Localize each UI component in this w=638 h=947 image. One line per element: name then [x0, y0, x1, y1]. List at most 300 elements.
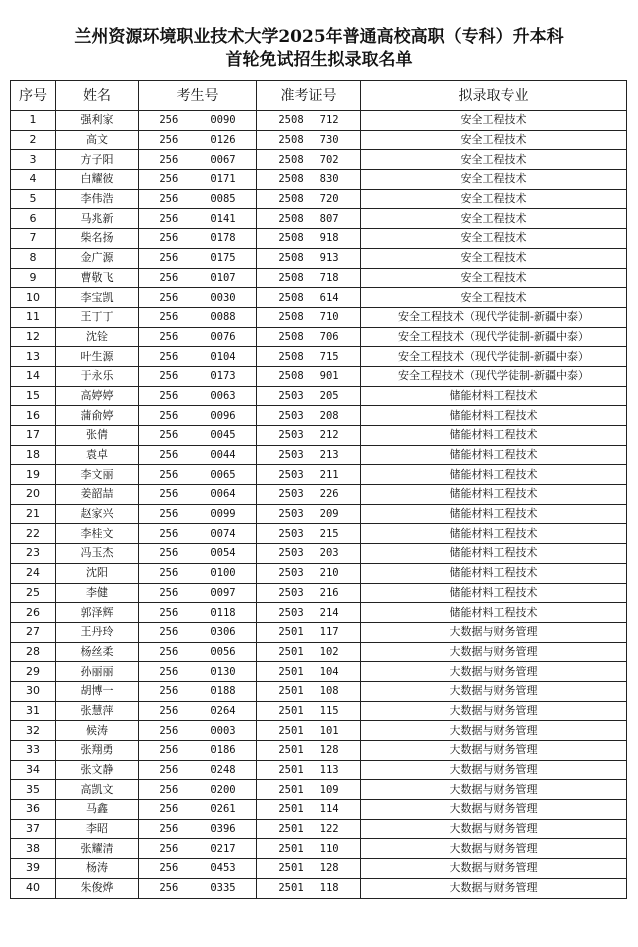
zhunkao-cell: [257, 229, 361, 249]
name-cell: 候涛: [56, 721, 139, 741]
zhunkao-prefix: 2501: [278, 764, 304, 777]
seq-cell: 11: [11, 307, 56, 327]
major-cell: 大数据与财务管理: [361, 839, 627, 859]
name-cell: 李健: [56, 583, 139, 603]
zhunkao-suffix: 730: [319, 134, 339, 147]
table-row: [11, 603, 627, 623]
kaosheng-cell: [139, 347, 257, 367]
kaosheng-cell: [139, 150, 257, 170]
kaosheng-suffix: 0003: [210, 724, 236, 737]
zhunkao-suffix: 122: [319, 823, 339, 836]
kaosheng-suffix: 0097: [210, 586, 236, 599]
table-row: [11, 386, 627, 406]
table-row: [11, 347, 627, 367]
kaosheng-cell: [139, 327, 257, 347]
major-cell: 储能材料工程技术: [361, 603, 627, 623]
zhunkao-suffix: 913: [319, 252, 339, 265]
zhunkao-prefix: 2503: [278, 488, 304, 501]
seq-cell: 35: [11, 780, 56, 800]
zhunkao-prefix: 2508: [278, 212, 304, 225]
name-cell: 张文静: [56, 760, 139, 780]
seq-cell: 17: [11, 426, 56, 446]
kaosheng-prefix: 256: [159, 764, 179, 777]
kaosheng-suffix: 0099: [210, 508, 236, 521]
major-cell: 安全工程技术（现代学徒制-新疆中泰）: [361, 327, 627, 347]
major-cell: 安全工程技术: [361, 288, 627, 308]
kaosheng-cell: [139, 485, 257, 505]
seq-cell: 20: [11, 485, 56, 505]
kaosheng-prefix: 256: [159, 685, 179, 698]
kaosheng-cell: [139, 248, 257, 268]
name-cell: 于永乐: [56, 366, 139, 386]
name-cell: 李伟浩: [56, 189, 139, 209]
kaosheng-suffix: 0141: [210, 212, 236, 225]
major-cell: 储能材料工程技术: [361, 406, 627, 426]
zhunkao-cell: [257, 701, 361, 721]
name-cell: 白耀彼: [56, 170, 139, 190]
kaosheng-prefix: 256: [159, 350, 179, 363]
major-cell: 储能材料工程技术: [361, 563, 627, 583]
zhunkao-suffix: 718: [319, 271, 339, 284]
zhunkao-prefix: 2501: [278, 665, 304, 678]
zhunkao-cell: [257, 288, 361, 308]
kaosheng-cell: [139, 859, 257, 879]
name-cell: 王丹玲: [56, 622, 139, 642]
table-row: [11, 622, 627, 642]
zhunkao-cell: [257, 563, 361, 583]
kaosheng-suffix: 0067: [210, 153, 236, 166]
kaosheng-prefix: 256: [159, 311, 179, 324]
kaosheng-prefix: 256: [159, 842, 179, 855]
document-title: 兰州资源环境职业技术大学2025年普通高校高职（专科）升本科: [74, 27, 564, 47]
kaosheng-cell: [139, 307, 257, 327]
header-kaosheng: 考生号: [139, 81, 257, 111]
kaosheng-cell: [139, 780, 257, 800]
table-row: [11, 445, 627, 465]
zhunkao-cell: [257, 386, 361, 406]
kaosheng-cell: [139, 130, 257, 150]
kaosheng-suffix: 0107: [210, 271, 236, 284]
table-row: [11, 366, 627, 386]
zhunkao-cell: [257, 780, 361, 800]
zhunkao-cell: [257, 366, 361, 386]
name-cell: 蒲俞婷: [56, 406, 139, 426]
kaosheng-suffix: 0076: [210, 330, 236, 343]
kaosheng-prefix: 256: [159, 429, 179, 442]
zhunkao-cell: [257, 406, 361, 426]
kaosheng-suffix: 0335: [210, 882, 236, 895]
seq-cell: 15: [11, 386, 56, 406]
seq-cell: 23: [11, 544, 56, 564]
kaosheng-prefix: 256: [159, 803, 179, 816]
major-cell: 安全工程技术: [361, 170, 627, 190]
name-cell: 李桂文: [56, 524, 139, 544]
table-row: [11, 681, 627, 701]
zhunkao-prefix: 2503: [278, 547, 304, 560]
seq-cell: 29: [11, 662, 56, 682]
zhunkao-prefix: 2503: [278, 586, 304, 599]
major-cell: 储能材料工程技术: [361, 504, 627, 524]
seq-cell: 4: [11, 170, 56, 190]
header-major: 拟录取专业: [361, 81, 627, 111]
zhunkao-cell: [257, 878, 361, 898]
zhunkao-suffix: 210: [319, 567, 339, 580]
zhunkao-suffix: 712: [319, 114, 339, 127]
zhunkao-suffix: 113: [319, 764, 339, 777]
zhunkao-suffix: 118: [319, 882, 339, 895]
table-row: [11, 189, 627, 209]
zhunkao-suffix: 209: [319, 508, 339, 521]
zhunkao-prefix: 2503: [278, 409, 304, 422]
kaosheng-prefix: 256: [159, 271, 179, 284]
table-row: [11, 524, 627, 544]
zhunkao-suffix: 710: [319, 311, 339, 324]
kaosheng-suffix: 0104: [210, 350, 236, 363]
kaosheng-cell: [139, 504, 257, 524]
kaosheng-prefix: 256: [159, 882, 179, 895]
kaosheng-suffix: 0217: [210, 842, 236, 855]
kaosheng-cell: [139, 819, 257, 839]
major-cell: 安全工程技术: [361, 209, 627, 229]
name-cell: 郭泽辉: [56, 603, 139, 623]
zhunkao-prefix: 2501: [278, 823, 304, 836]
kaosheng-cell: [139, 386, 257, 406]
major-cell: 大数据与财务管理: [361, 819, 627, 839]
name-cell: 沈铨: [56, 327, 139, 347]
zhunkao-suffix: 211: [319, 468, 339, 481]
kaosheng-cell: [139, 721, 257, 741]
zhunkao-suffix: 114: [319, 803, 339, 816]
zhunkao-suffix: 205: [319, 389, 339, 402]
zhunkao-cell: [257, 465, 361, 485]
zhunkao-suffix: 901: [319, 370, 339, 383]
name-cell: 姜韶喆: [56, 485, 139, 505]
kaosheng-cell: [139, 544, 257, 564]
zhunkao-prefix: 2501: [278, 685, 304, 698]
zhunkao-cell: [257, 524, 361, 544]
admission-table: [10, 80, 627, 899]
zhunkao-cell: [257, 819, 361, 839]
zhunkao-cell: [257, 426, 361, 446]
kaosheng-suffix: 0074: [210, 527, 236, 540]
seq-cell: 25: [11, 583, 56, 603]
major-cell: 大数据与财务管理: [361, 741, 627, 761]
zhunkao-cell: [257, 445, 361, 465]
major-cell: 储能材料工程技术: [361, 465, 627, 485]
kaosheng-suffix: 0396: [210, 823, 236, 836]
seq-cell: 22: [11, 524, 56, 544]
seq-cell: 26: [11, 603, 56, 623]
kaosheng-cell: [139, 465, 257, 485]
kaosheng-prefix: 256: [159, 606, 179, 619]
zhunkao-suffix: 203: [319, 547, 339, 560]
kaosheng-suffix: 0186: [210, 744, 236, 757]
kaosheng-prefix: 256: [159, 389, 179, 402]
seq-cell: 1: [11, 111, 56, 131]
kaosheng-cell: [139, 701, 257, 721]
name-cell: 冯玉杰: [56, 544, 139, 564]
major-cell: 安全工程技术: [361, 189, 627, 209]
zhunkao-cell: [257, 327, 361, 347]
kaosheng-cell: [139, 111, 257, 131]
kaosheng-suffix: 0188: [210, 685, 236, 698]
major-cell: 储能材料工程技术: [361, 485, 627, 505]
major-cell: 大数据与财务管理: [361, 780, 627, 800]
zhunkao-cell: [257, 544, 361, 564]
major-cell: 安全工程技术: [361, 150, 627, 170]
name-cell: 叶生源: [56, 347, 139, 367]
table-row: [11, 800, 627, 820]
seq-cell: 6: [11, 209, 56, 229]
kaosheng-suffix: 0096: [210, 409, 236, 422]
seq-cell: 18: [11, 445, 56, 465]
kaosheng-prefix: 256: [159, 449, 179, 462]
zhunkao-cell: [257, 150, 361, 170]
seq-cell: 37: [11, 819, 56, 839]
zhunkao-cell: [257, 741, 361, 761]
name-cell: 李昭: [56, 819, 139, 839]
kaosheng-suffix: 0171: [210, 173, 236, 186]
zhunkao-cell: [257, 170, 361, 190]
seq-cell: 10: [11, 288, 56, 308]
seq-cell: 5: [11, 189, 56, 209]
zhunkao-suffix: 128: [319, 862, 339, 875]
kaosheng-suffix: 0175: [210, 252, 236, 265]
kaosheng-prefix: 256: [159, 744, 179, 757]
zhunkao-prefix: 2501: [278, 842, 304, 855]
table-row: [11, 406, 627, 426]
kaosheng-prefix: 256: [159, 547, 179, 560]
zhunkao-cell: [257, 583, 361, 603]
name-cell: 方子阳: [56, 150, 139, 170]
zhunkao-cell: [257, 189, 361, 209]
zhunkao-prefix: 2503: [278, 606, 304, 619]
kaosheng-suffix: 0045: [210, 429, 236, 442]
kaosheng-prefix: 256: [159, 370, 179, 383]
zhunkao-suffix: 208: [319, 409, 339, 422]
zhunkao-suffix: 115: [319, 704, 339, 717]
zhunkao-prefix: 2501: [278, 704, 304, 717]
zhunkao-cell: [257, 721, 361, 741]
document-subtitle: 首轮免试招生拟录取名单: [225, 50, 413, 70]
table-row: [11, 130, 627, 150]
table-row: [11, 701, 627, 721]
kaosheng-prefix: 256: [159, 291, 179, 304]
major-cell: 大数据与财务管理: [361, 681, 627, 701]
kaosheng-prefix: 256: [159, 153, 179, 166]
kaosheng-suffix: 0261: [210, 803, 236, 816]
zhunkao-suffix: 702: [319, 153, 339, 166]
kaosheng-suffix: 0056: [210, 645, 236, 658]
seq-cell: 36: [11, 800, 56, 820]
seq-cell: 31: [11, 701, 56, 721]
zhunkao-prefix: 2508: [278, 252, 304, 265]
zhunkao-prefix: 2503: [278, 508, 304, 521]
table-row: [11, 504, 627, 524]
seq-cell: 19: [11, 465, 56, 485]
table-row: [11, 209, 627, 229]
zhunkao-prefix: 2508: [278, 350, 304, 363]
zhunkao-suffix: 108: [319, 685, 339, 698]
table-row: [11, 563, 627, 583]
table-row: [11, 741, 627, 761]
kaosheng-prefix: 256: [159, 862, 179, 875]
zhunkao-prefix: 2501: [278, 645, 304, 658]
kaosheng-cell: [139, 229, 257, 249]
table-row: [11, 170, 627, 190]
kaosheng-cell: [139, 209, 257, 229]
table-row: [11, 268, 627, 288]
kaosheng-prefix: 256: [159, 823, 179, 836]
zhunkao-prefix: 2508: [278, 134, 304, 147]
major-cell: 安全工程技术: [361, 248, 627, 268]
zhunkao-prefix: 2501: [278, 783, 304, 796]
major-cell: 大数据与财务管理: [361, 760, 627, 780]
name-cell: 曹敬飞: [56, 268, 139, 288]
kaosheng-cell: [139, 563, 257, 583]
major-cell: 安全工程技术（现代学徒制-新疆中泰）: [361, 307, 627, 327]
zhunkao-prefix: 2503: [278, 468, 304, 481]
kaosheng-prefix: 256: [159, 114, 179, 127]
zhunkao-suffix: 104: [319, 665, 339, 678]
seq-cell: 38: [11, 839, 56, 859]
major-cell: 大数据与财务管理: [361, 859, 627, 879]
name-cell: 赵家兴: [56, 504, 139, 524]
kaosheng-prefix: 256: [159, 567, 179, 580]
major-cell: 大数据与财务管理: [361, 642, 627, 662]
name-cell: 高婷婷: [56, 386, 139, 406]
zhunkao-suffix: 918: [319, 232, 339, 245]
seq-cell: 14: [11, 366, 56, 386]
kaosheng-cell: [139, 622, 257, 642]
name-cell: 高凯文: [56, 780, 139, 800]
zhunkao-suffix: 212: [319, 429, 339, 442]
name-cell: 柴名扬: [56, 229, 139, 249]
name-cell: 李文丽: [56, 465, 139, 485]
major-cell: 大数据与财务管理: [361, 800, 627, 820]
name-cell: 张倩: [56, 426, 139, 446]
kaosheng-suffix: 0100: [210, 567, 236, 580]
table-row: [11, 248, 627, 268]
table-row: [11, 111, 627, 131]
zhunkao-cell: [257, 800, 361, 820]
zhunkao-prefix: 2501: [278, 882, 304, 895]
major-cell: 大数据与财务管理: [361, 878, 627, 898]
zhunkao-suffix: 807: [319, 212, 339, 225]
kaosheng-cell: [139, 800, 257, 820]
name-cell: 李宝凯: [56, 288, 139, 308]
table-row: [11, 819, 627, 839]
table-row: [11, 426, 627, 446]
table-row: [11, 307, 627, 327]
kaosheng-prefix: 256: [159, 704, 179, 717]
kaosheng-prefix: 256: [159, 527, 179, 540]
kaosheng-suffix: 0088: [210, 311, 236, 324]
table-row: [11, 721, 627, 741]
kaosheng-cell: [139, 642, 257, 662]
kaosheng-cell: [139, 681, 257, 701]
zhunkao-prefix: 2501: [278, 862, 304, 875]
major-cell: 安全工程技术（现代学徒制-新疆中泰）: [361, 366, 627, 386]
name-cell: 张耀清: [56, 839, 139, 859]
zhunkao-suffix: 109: [319, 783, 339, 796]
kaosheng-cell: [139, 189, 257, 209]
zhunkao-cell: [257, 603, 361, 623]
zhunkao-cell: [257, 622, 361, 642]
name-cell: 王丁丁: [56, 307, 139, 327]
zhunkao-suffix: 101: [319, 724, 339, 737]
seq-cell: 32: [11, 721, 56, 741]
name-cell: 朱俊烨: [56, 878, 139, 898]
seq-cell: 34: [11, 760, 56, 780]
kaosheng-cell: [139, 445, 257, 465]
name-cell: 杨涛: [56, 859, 139, 879]
zhunkao-cell: [257, 504, 361, 524]
kaosheng-suffix: 0264: [210, 704, 236, 717]
seq-cell: 40: [11, 878, 56, 898]
major-cell: 大数据与财务管理: [361, 662, 627, 682]
kaosheng-suffix: 0178: [210, 232, 236, 245]
major-cell: 安全工程技术（现代学徒制-新疆中泰）: [361, 347, 627, 367]
zhunkao-suffix: 102: [319, 645, 339, 658]
table-body: [11, 111, 627, 899]
zhunkao-suffix: 110: [319, 842, 339, 855]
zhunkao-cell: [257, 642, 361, 662]
seq-cell: 7: [11, 229, 56, 249]
major-cell: 安全工程技术: [361, 229, 627, 249]
kaosheng-suffix: 0118: [210, 606, 236, 619]
table-header-row: [11, 81, 627, 111]
zhunkao-prefix: 2503: [278, 449, 304, 462]
zhunkao-prefix: 2508: [278, 232, 304, 245]
kaosheng-prefix: 256: [159, 665, 179, 678]
kaosheng-suffix: 0085: [210, 193, 236, 206]
seq-cell: 30: [11, 681, 56, 701]
kaosheng-suffix: 0453: [210, 862, 236, 875]
kaosheng-suffix: 0054: [210, 547, 236, 560]
seq-cell: 39: [11, 859, 56, 879]
zhunkao-prefix: 2508: [278, 271, 304, 284]
kaosheng-prefix: 256: [159, 330, 179, 343]
kaosheng-suffix: 0173: [210, 370, 236, 383]
name-cell: 金广源: [56, 248, 139, 268]
kaosheng-prefix: 256: [159, 212, 179, 225]
kaosheng-cell: [139, 878, 257, 898]
major-cell: 储能材料工程技术: [361, 445, 627, 465]
kaosheng-prefix: 256: [159, 508, 179, 521]
table-row: [11, 859, 627, 879]
table-row: [11, 583, 627, 603]
seq-cell: 28: [11, 642, 56, 662]
kaosheng-cell: [139, 524, 257, 544]
name-cell: 马鑫: [56, 800, 139, 820]
kaosheng-cell: [139, 406, 257, 426]
kaosheng-suffix: 0030: [210, 291, 236, 304]
kaosheng-prefix: 256: [159, 173, 179, 186]
kaosheng-suffix: 0063: [210, 389, 236, 402]
zhunkao-suffix: 226: [319, 488, 339, 501]
kaosheng-cell: [139, 288, 257, 308]
kaosheng-suffix: 0044: [210, 449, 236, 462]
table-row: [11, 229, 627, 249]
kaosheng-prefix: 256: [159, 468, 179, 481]
zhunkao-prefix: 2508: [278, 370, 304, 383]
kaosheng-suffix: 0090: [210, 114, 236, 127]
kaosheng-prefix: 256: [159, 488, 179, 501]
zhunkao-prefix: 2503: [278, 567, 304, 580]
zhunkao-cell: [257, 130, 361, 150]
kaosheng-cell: [139, 603, 257, 623]
